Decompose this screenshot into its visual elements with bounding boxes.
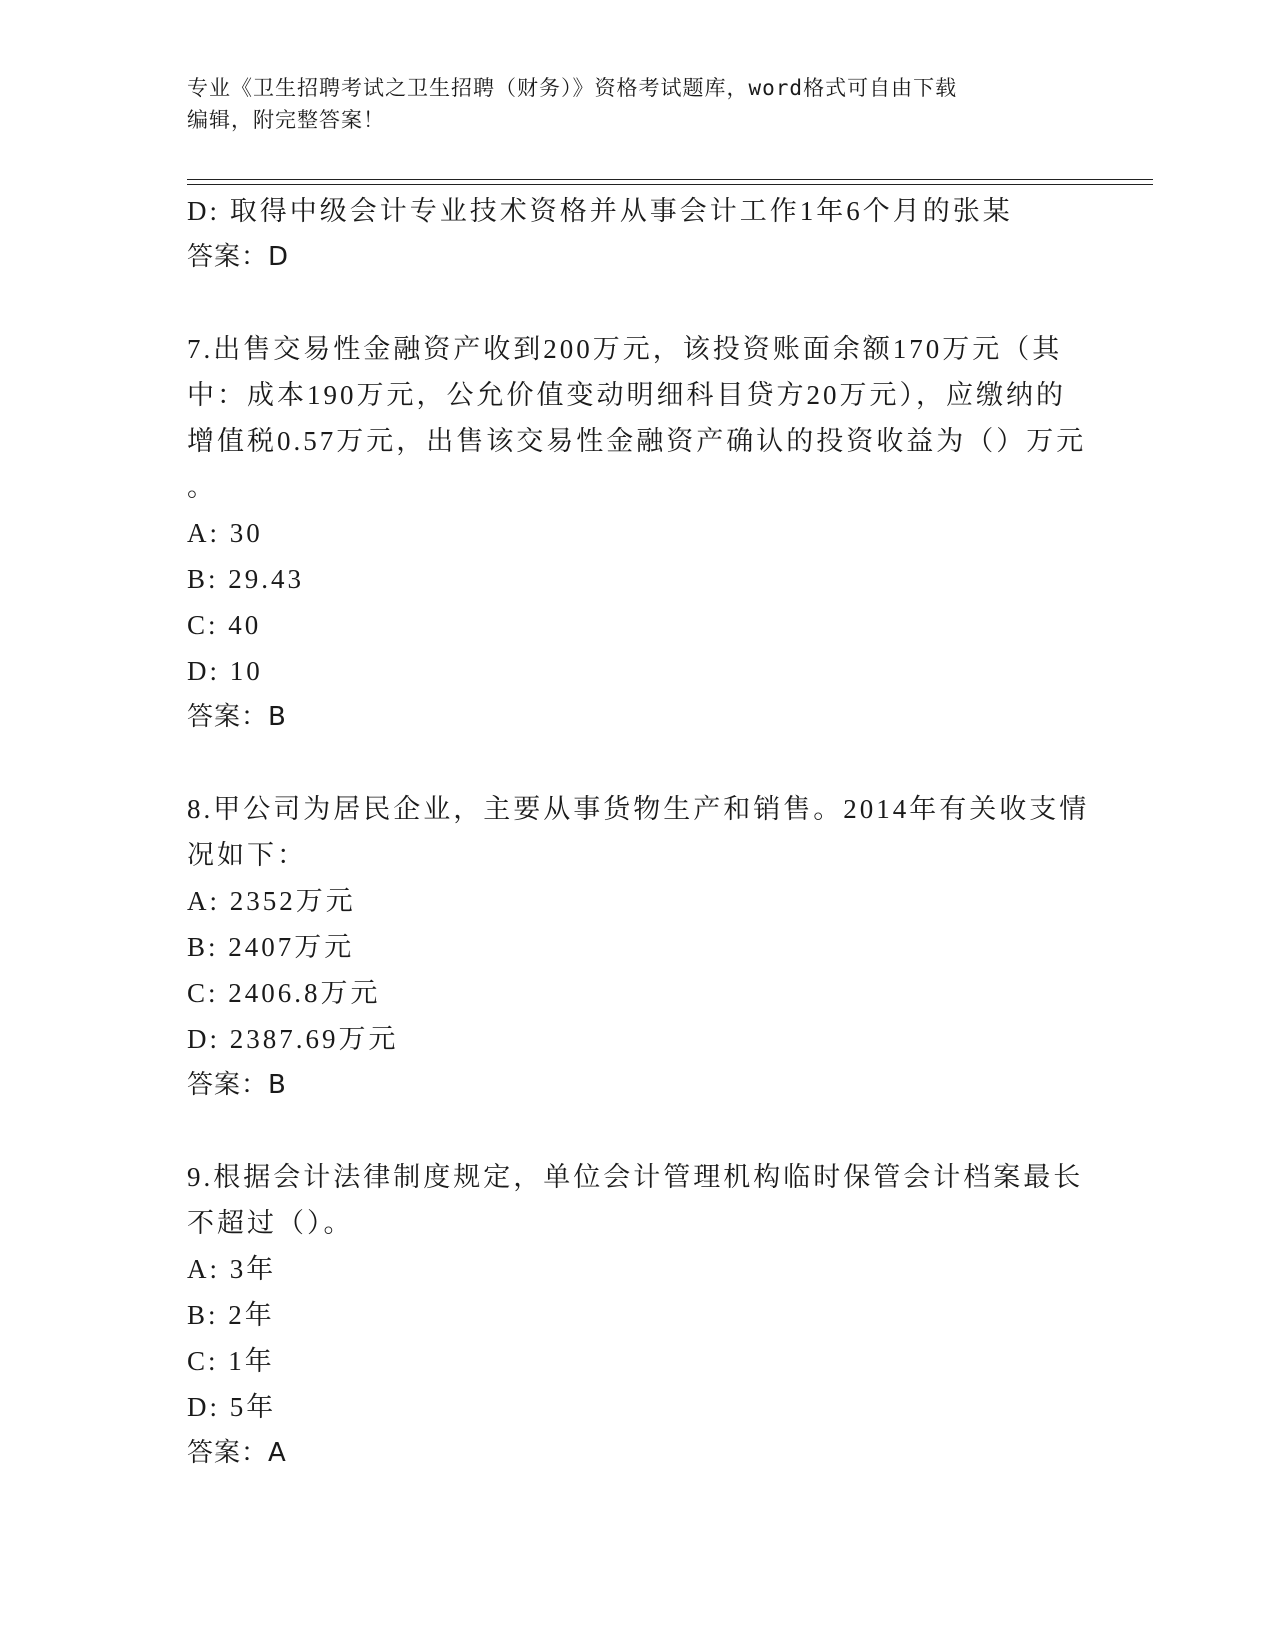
question-9 <box>187 1154 1087 1476</box>
previous-question-tail <box>187 188 1087 280</box>
question-text-line: 中：成本190万元，公允价值变动明细科目贷方20万元），应缴纳的 <box>187 380 1066 410</box>
question-text-line: 8.甲公司为居民企业，主要从事货物生产和销售。2014年有关收支情 <box>187 794 1090 824</box>
question-text-line: 增值税0.57万元，出售该交易性金融资产确认的投资收益为（）万元 <box>187 426 1087 456</box>
option-d: D: 取得中级会计专业技术资格并从事会计工作1年6个月的张某 <box>187 196 1013 226</box>
option-b: B: 2407万元 <box>187 932 355 962</box>
option-c: C: 1年 <box>187 1346 275 1376</box>
option-d: D: 2387.69万元 <box>187 1024 399 1054</box>
option-c: C: 2406.8万元 <box>187 978 381 1008</box>
question-text-line: 不超过（）。 <box>187 1208 354 1238</box>
option-b: B: 2年 <box>187 1300 275 1330</box>
document-header <box>187 72 1067 136</box>
option-a: A: 30 <box>187 518 263 548</box>
header-divider-top <box>187 179 1153 180</box>
question-text-line: 7.出售交易性金融资产收到200万元，该投资账面余额170万元（其 <box>187 334 1063 364</box>
header-line-1: 专业《卫生招聘考试之卫生招聘（财务）》资格考试题库，word格式可自由下载 <box>187 76 958 100</box>
option-b: B: 29.43 <box>187 564 305 594</box>
option-c: C: 40 <box>187 610 262 640</box>
header-line-2: 编辑，附完整答案！ <box>187 108 385 132</box>
option-a: A: 2352万元 <box>187 886 356 916</box>
header-divider-bottom <box>187 184 1153 185</box>
option-d: D: 10 <box>187 656 263 686</box>
option-a: A: 3年 <box>187 1254 277 1284</box>
question-7 <box>187 326 1087 740</box>
answer: 答案：D <box>187 242 290 272</box>
option-d: D: 5年 <box>187 1392 277 1422</box>
answer: 答案：B <box>187 1070 287 1100</box>
document-body <box>187 188 1090 1476</box>
question-text-line: 况如下： <box>187 840 307 870</box>
answer: 答案：A <box>187 1438 287 1468</box>
question-text-line: 9.根据会计法律制度规定，单位会计管理机构临时保管会计档案最长 <box>187 1162 1084 1192</box>
answer: 答案：B <box>187 702 287 732</box>
question-8 <box>187 786 1090 1108</box>
question-text-line: 。 <box>187 472 217 502</box>
